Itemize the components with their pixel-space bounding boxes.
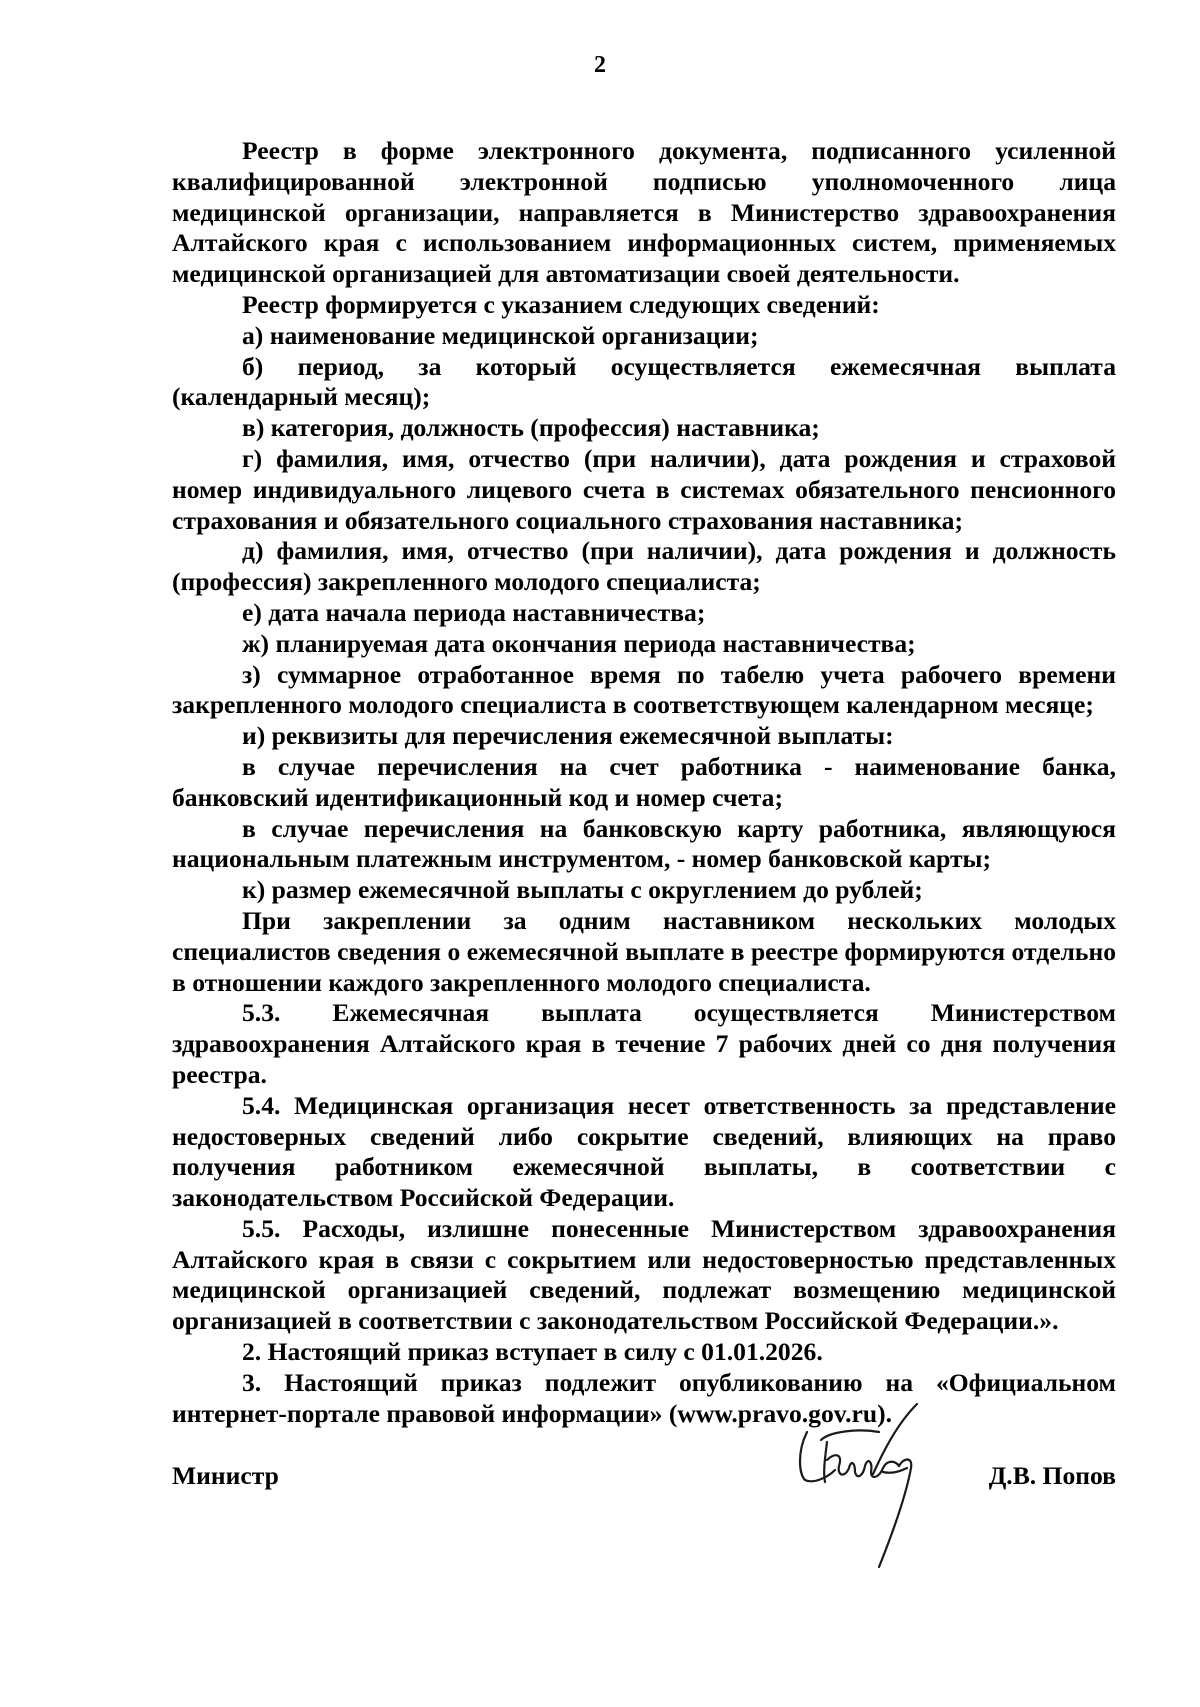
signer-title: Министр	[172, 1461, 279, 1490]
list-item: в) категория, должность (профессия) наставника;	[242, 413, 820, 443]
list-item: б) период, за который осуществляется ежемесячная выплата (календарный месяц);	[172, 351, 1116, 412]
publication-clause: 3. Настоящий приказ подлежит опубликованию на «Официальном интернет-портале правовой информации» (www.pravo.gov.ru).	[172, 1367, 1116, 1428]
signature-block	[172, 1402, 1116, 1602]
paragraph: в случае перечисления на банковскую карту работника, являющуюся национальным платежным инструментом, - номер банковской карты;	[172, 813, 1116, 874]
list-item: к) размер ежемесячной выплаты с округлением до рублей;	[242, 875, 923, 905]
list-item: ж) планируемая дата окончания периода наставничества;	[242, 628, 916, 658]
paragraph: в случае перечисления на счет работника - наименование банка, банковский идентификационный код и номер счета;	[172, 751, 1116, 812]
list-item: а) наименование медицинской организации;	[242, 320, 759, 350]
page-number: 2	[594, 52, 606, 78]
list-item: з) суммарное отработанное время по табелю учета рабочего времени закрепленного молодого специалиста в соответствующем календарном месяце;	[172, 659, 1116, 720]
clause-5-5: 5.5. Расходы, излишне понесенные Министерством здравоохранения Алтайского края в связи с сокрытием или недостоверностью представленных медицинской организацией сведений, подлежат возмещению медицинской организацией в соответствии с законодательством Российской Федерации.».	[172, 1213, 1116, 1336]
document-body	[172, 136, 1116, 1429]
paragraph: При закреплении за одним наставником нескольких молодых специалистов сведения о ежемесячной выплате в реестре формируются отдельно в отношении каждого закрепленного молодого специалиста.	[172, 905, 1116, 997]
list-item: д) фамилия, имя, отчество (при наличии), дата рождения и должность (профессия) закрепленного молодого специалиста;	[172, 536, 1116, 597]
paragraph: Реестр в форме электронного документа, подписанного усиленной квалифицированной электронной подписью уполномоченного лица медицинской организации, направляется в Министерство здравоохранения Алтайского края с использованием информационных систем, применяемых медицинской организацией для автоматизации своей деятельности.	[172, 136, 1116, 289]
paragraph: Реестр формируется с указанием следующих сведений:	[242, 289, 880, 319]
list-item: и) реквизиты для перечисления ежемесячной выплаты:	[242, 721, 894, 751]
signer-name: Д.В. Попов	[988, 1461, 1116, 1490]
effective-date-clause: 2. Настоящий приказ вступает в силу с 01.01.2026.	[242, 1337, 823, 1367]
clause-5-3: 5.3. Ежемесячная выплата осуществляется Министерством здравоохранения Алтайского края в течение 7 рабочих дней со дня получения реестра.	[172, 998, 1116, 1089]
clause-5-4: 5.4. Медицинская организация несет ответственность за представление недостоверных сведений либо сокрытие сведений, влияющих на право получения работником ежемесячной выплаты, в соответствии с законодательством Российской Федерации.	[172, 1090, 1116, 1213]
list-item: е) дата начала периода наставничества;	[242, 597, 706, 627]
list-item: г) фамилия, имя, отчество (при наличии), дата рождения и страховой номер индивидуального лицевого счета в системах обязательного пенсионного страхования и обязательного социального страхования наставника;	[172, 443, 1116, 535]
handwritten-signature-icon	[787, 1402, 937, 1572]
